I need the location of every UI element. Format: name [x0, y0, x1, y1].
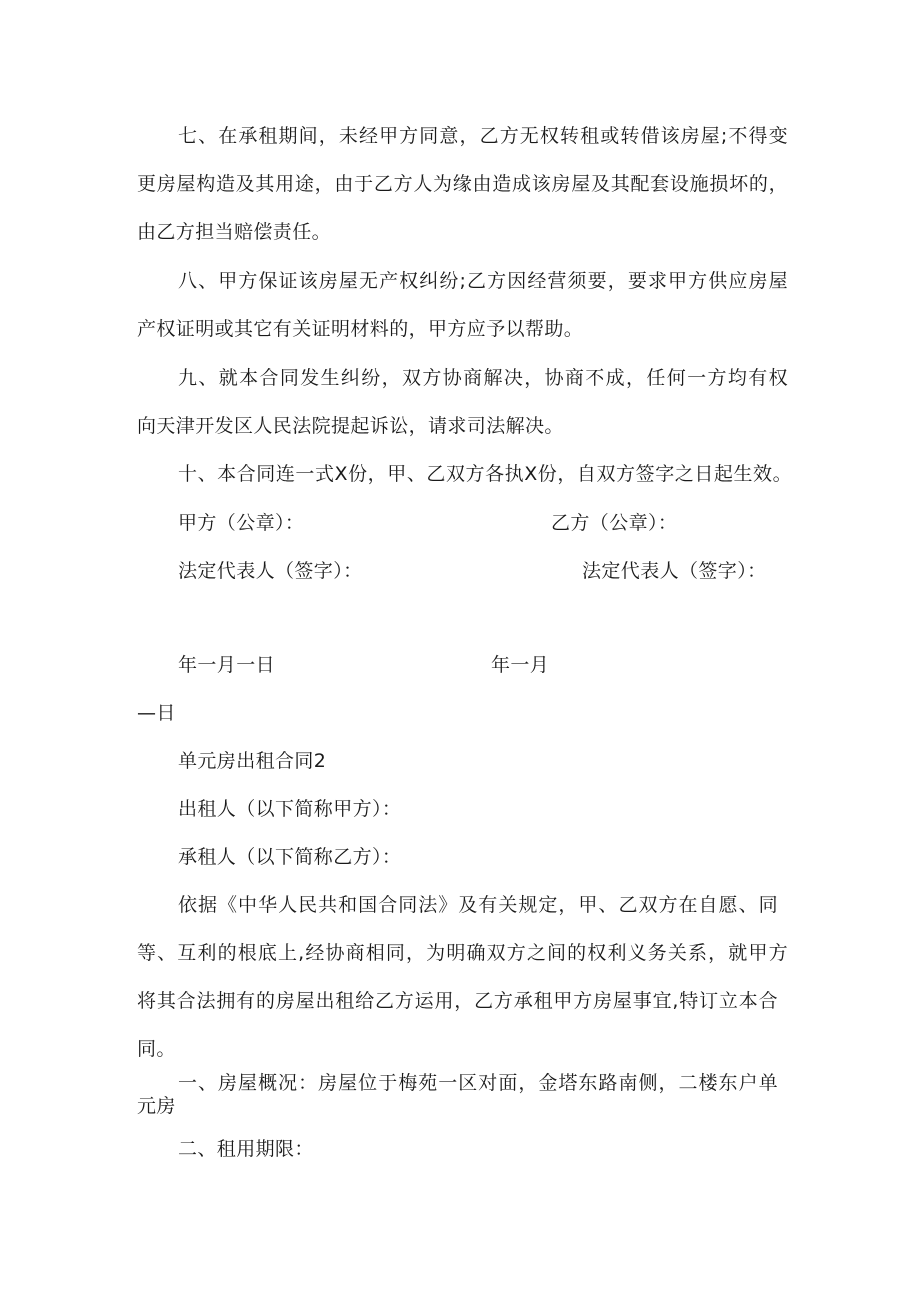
party-a-representative-label: 法定代表人（签字）： [178, 560, 363, 582]
item-2-line: 二、租用期限： [178, 1138, 314, 1160]
party-b-seal-label: 乙方（公章）： [551, 512, 678, 534]
preamble-line-2: 等、互利的根底上,经协商相同，为明确双方之间的权利义务关系，就甲方 [137, 942, 788, 964]
preamble-line-3: 将其合法拥有的房屋出租给乙方运用，乙方承租甲方房屋事宜,特订立本合 [137, 990, 778, 1012]
clause-7-line-1: 七、在承租期间，未经甲方同意，乙方无权转租或转借该房屋;不得变 [178, 125, 788, 147]
party-a-date: 年一月一日 [178, 654, 276, 676]
item-1-line-2: 元房 [137, 1095, 176, 1117]
contract-2-title: 单元房出租合同2 [178, 750, 327, 772]
clause-7-line-2: 更房屋构造及其用途，由于乙方人为缘由造成该房屋及其配套设施损坏的， [137, 173, 788, 195]
lessee-label: 承租人（以下简称乙方）： [178, 846, 402, 868]
clause-9-line-1: 九、就本合同发生纠纷，双方协商解决，协商不成，任何一方均有权 [178, 367, 788, 389]
party-b-representative-label: 法定代表人（签字）： [582, 560, 767, 582]
preamble-line-1: 依据《中华人民共和国合同法》及有关规定，甲、乙双方在自愿、同 [178, 894, 778, 916]
item-1-line-1: 一、房屋概况：房屋位于梅苑一区对面，金塔东路南侧，二楼东户单 [178, 1072, 778, 1094]
clause-10-line-1: 十、本合同连一式X份，甲、乙双方各执X份，自双方签字之日起生效。 [178, 463, 792, 485]
clause-7-line-3: 由乙方担当赔偿责任。 [137, 221, 332, 243]
lessor-label: 出租人（以下简称甲方）： [178, 798, 402, 820]
clause-9-line-2: 向天津开发区人民法院提起诉讼，请求司法解决。 [137, 415, 564, 437]
party-b-date: 年一月 [491, 654, 550, 676]
clause-8-line-2: 产权证明或其它有关证明材料的，甲方应予以帮助。 [137, 318, 584, 340]
clause-8-line-1: 八、甲方保证该房屋无产权纠纷;乙方因经营须要，要求甲方供应房屋 [178, 270, 788, 292]
preamble-line-4: 同。 [137, 1038, 176, 1060]
party-a-seal-label: 甲方（公章）： [178, 512, 305, 534]
party-b-date-tail: —日 [137, 702, 176, 724]
